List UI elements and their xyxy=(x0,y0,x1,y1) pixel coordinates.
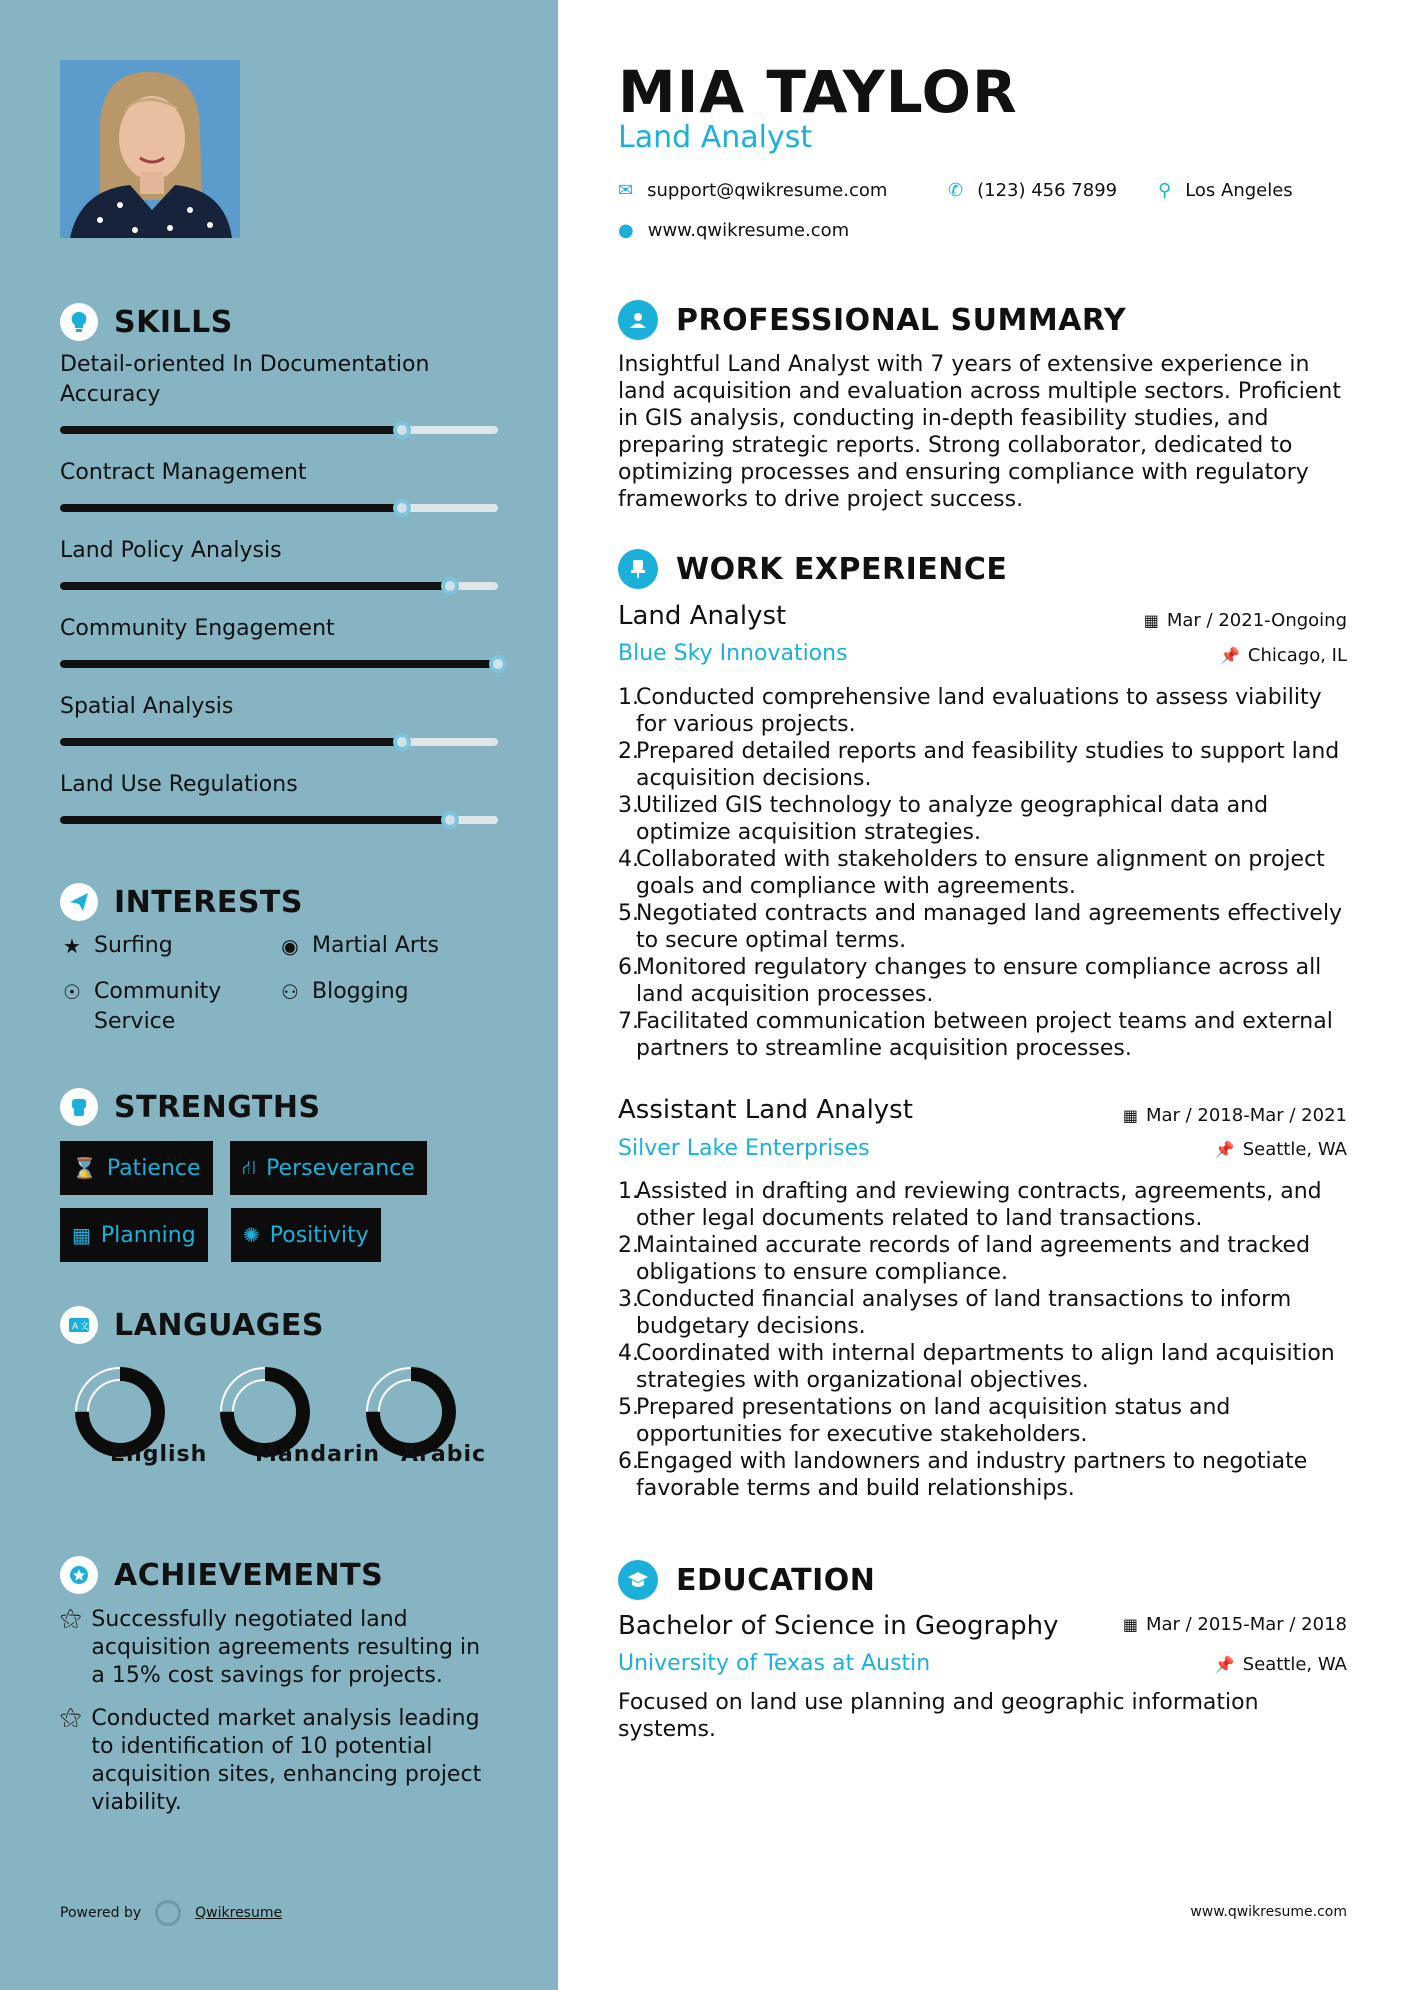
interests-title: INTERESTS xyxy=(114,884,303,920)
list-item: 3. Utilized GIS technology to analyze geographical data and optimize acquisition strategies. xyxy=(618,793,1269,845)
calendar-icon: ▦ xyxy=(72,1223,91,1247)
qwikresume-logo-icon xyxy=(155,1900,181,1926)
company-name: Blue Sky Innovations xyxy=(618,641,848,666)
skill-label: Contract Management xyxy=(60,460,307,485)
calendar-icon: ▦ xyxy=(1143,611,1159,630)
chair-icon xyxy=(618,549,658,589)
fist-icon xyxy=(60,1088,98,1126)
skill-bar xyxy=(60,582,498,590)
calendar-icon: ▦ xyxy=(1122,1615,1138,1634)
interests-heading xyxy=(60,882,303,922)
candidate-name: MIA TAYLOR xyxy=(618,58,1018,126)
languages-heading xyxy=(60,1305,324,1345)
achievements-heading xyxy=(60,1555,383,1595)
hourglass-icon: ⌛ xyxy=(72,1156,97,1180)
list-item: 2. Maintained accurate records of land agreements and tracked obligations to ensure compliance. xyxy=(618,1233,1311,1285)
list-item: 5. Negotiated contracts and managed land agreements effectively to secure optimal terms. xyxy=(618,901,1343,953)
list-item: 4. Collaborated with stakeholders to ensure alignment on project goals and compliance with agreements. xyxy=(618,847,1325,899)
strengths-heading xyxy=(60,1087,321,1127)
pin-icon: 📌 xyxy=(1219,646,1240,665)
sun-icon: ✺ xyxy=(243,1223,260,1247)
pin-icon: 📌 xyxy=(1214,1655,1235,1674)
job-bullets xyxy=(618,684,1358,1062)
map-pin-icon: ⚲ xyxy=(1158,180,1172,201)
strength-badge: ▦ Planning xyxy=(60,1208,208,1262)
skill-item xyxy=(60,458,500,488)
skill-item xyxy=(60,692,500,722)
education-dates: ▦ Mar / 2015-Mar / 2018 xyxy=(1122,1614,1347,1635)
skill-item xyxy=(60,536,500,566)
skill-item xyxy=(60,350,500,410)
job-bullets xyxy=(618,1178,1358,1502)
contact-website[interactable]: ● www.qwikresume.com xyxy=(618,220,850,241)
main-content xyxy=(558,0,1407,1990)
paper-plane-icon xyxy=(60,883,98,921)
svg-text:A: A xyxy=(72,1322,79,1332)
strengths-title: STRENGTHS xyxy=(114,1089,321,1125)
interest-item: ◉ Martial Arts xyxy=(278,931,498,961)
skill-bar xyxy=(60,738,498,746)
users-icon: ⚇ xyxy=(281,980,299,1004)
list-item: 2. Prepared detailed reports and feasibility studies to support land acquisition decisions. xyxy=(618,739,1340,791)
degree-title: Bachelor of Science in Geography xyxy=(618,1611,1059,1641)
globe-icon: ● xyxy=(618,220,634,241)
list-item: 4. Coordinated with internal departments to align land acquisition strategies with organizational objectives. xyxy=(618,1341,1335,1393)
star-icon: ★ xyxy=(63,934,81,958)
achievement-item: ⚝ Conducted market analysis leading to identification of 10 potential acquisition sites, enhancing project viability. xyxy=(60,1705,482,1815)
strength-badge: ✺ Positivity xyxy=(231,1208,381,1262)
summary-text: Insightful Land Analyst with 7 years of extensive experience in land acquisition and evaluation across multiple sectors. Proficient in GIS analysis, conducting in-depth feasibility studies, and preparing strategic reports. Strong collaborator, dedicated to optimizing processes and ensuring compliance with regulatory frameworks to drive project success. xyxy=(618,352,1341,512)
lightbulb-icon xyxy=(60,303,98,341)
candidate-role: Land Analyst xyxy=(618,120,813,155)
skill-item xyxy=(60,770,500,800)
job-location: 📌 Seattle, WA xyxy=(1214,1139,1347,1160)
star-icon: ⚝ xyxy=(60,1606,82,1631)
summary-heading: PROFESSIONAL SUMMARY xyxy=(618,300,1126,340)
skill-label: Community Engagement xyxy=(60,616,335,641)
profile-photo xyxy=(60,60,240,238)
language-item xyxy=(195,1362,381,1467)
hands-icon: ☉ xyxy=(63,980,81,1004)
job-dates: ▦ Mar / 2018-Mar / 2021 xyxy=(1122,1105,1347,1126)
list-item: 1. Assisted in drafting and reviewing contracts, agreements, and other legal documents related to land transactions. xyxy=(618,1179,1322,1231)
award-star-icon xyxy=(60,1556,98,1594)
skills-heading xyxy=(60,302,233,342)
strength-badge: ⛙ Perseverance xyxy=(230,1141,427,1195)
contact-phone[interactable]: ✆ (123) 456 7899 xyxy=(948,180,1118,201)
skill-bar xyxy=(60,816,498,824)
experience-heading: WORK EXPERIENCE xyxy=(618,549,1007,589)
language-icon xyxy=(60,1306,98,1344)
language-name: Arabic xyxy=(401,1442,487,1467)
list-item: 5. Prepared presentations on land acquisition status and opportunities for executive stakeholders. xyxy=(618,1395,1231,1447)
graduation-cap-icon xyxy=(618,1560,658,1600)
list-item: 3. Conducted financial analyses of land transactions to inform budgetary decisions. xyxy=(618,1287,1292,1339)
education-text: Focused on land use planning and geographic information systems. xyxy=(618,1690,1259,1742)
phone-icon: ✆ xyxy=(948,180,964,201)
school-name: University of Texas at Austin xyxy=(618,1651,931,1676)
footer-website[interactable]: www.qwikresume.com xyxy=(1190,1904,1347,1920)
strength-badge: ⌛ Patience xyxy=(60,1141,213,1195)
skill-bar xyxy=(60,426,498,434)
job-title: Land Analyst xyxy=(618,601,787,631)
skill-bar xyxy=(60,660,498,668)
user-icon xyxy=(618,300,658,340)
calendar-icon: ▦ xyxy=(1122,1106,1138,1125)
powered-by: Powered by Qwikresume xyxy=(60,1900,282,1926)
job-location: 📌 Chicago, IL xyxy=(1219,645,1347,666)
list-item: 6. Monitored regulatory changes to ensure compliance across all land acquisition processes. xyxy=(618,955,1322,1007)
contact-email[interactable]: ✉ support@qwikresume.com xyxy=(618,180,888,201)
sidebar xyxy=(0,0,558,1990)
interest-item: ⚇ Blogging xyxy=(278,977,498,1007)
skill-item xyxy=(60,614,500,644)
language-name: Mandarin xyxy=(255,1442,381,1467)
globe-icon: ◉ xyxy=(281,934,299,958)
skill-label: Spatial Analysis xyxy=(60,694,234,719)
language-name: English xyxy=(110,1442,208,1467)
skill-label: Land Policy Analysis xyxy=(60,538,282,563)
education-location: 📌 Seattle, WA xyxy=(1214,1654,1347,1675)
language-item xyxy=(50,1362,208,1467)
achievements-title: ACHIEVEMENTS xyxy=(114,1557,384,1593)
list-item: 6. Engaged with landowners and industry partners to negotiate favorable terms and build relationships. xyxy=(618,1449,1308,1501)
skill-label: Detail-oriented In Documentation Accuracy xyxy=(60,352,430,407)
company-name: Silver Lake Enterprises xyxy=(618,1136,870,1161)
list-item: 7. Facilitated communication between project teams and external partners to streamline acquisition processes. xyxy=(618,1009,1333,1061)
languages-title: LANGUAGES xyxy=(114,1307,324,1343)
skill-label: Land Use Regulations xyxy=(60,772,298,797)
star-icon: ⚝ xyxy=(60,1705,82,1730)
achievement-item: ⚝ Successfully negotiated land acquisition agreements resulting in a 15% cost savings for projects. xyxy=(60,1606,481,1688)
road-icon: ⛙ xyxy=(242,1154,257,1179)
qwikresume-link[interactable]: Qwikresume xyxy=(195,1905,283,1921)
envelope-icon: ✉ xyxy=(618,180,634,201)
skills-title: SKILLS xyxy=(114,304,233,340)
pin-icon: 📌 xyxy=(1214,1140,1235,1159)
interest-item: ☉ Community Service xyxy=(60,977,260,1037)
education-heading: EDUCATION xyxy=(618,1560,875,1600)
interest-item: ★ Surfing xyxy=(60,931,260,961)
language-item xyxy=(341,1362,487,1467)
job-dates: ▦ Mar / 2021-Ongoing xyxy=(1143,610,1347,631)
contact-location: ⚲ Los Angeles xyxy=(1158,180,1293,201)
svg-text:文: 文 xyxy=(80,1322,90,1332)
job-title: Assistant Land Analyst xyxy=(618,1095,913,1125)
list-item: 1. Conducted comprehensive land evaluations to assess viability for various projects. xyxy=(618,685,1322,737)
skill-bar xyxy=(60,504,498,512)
